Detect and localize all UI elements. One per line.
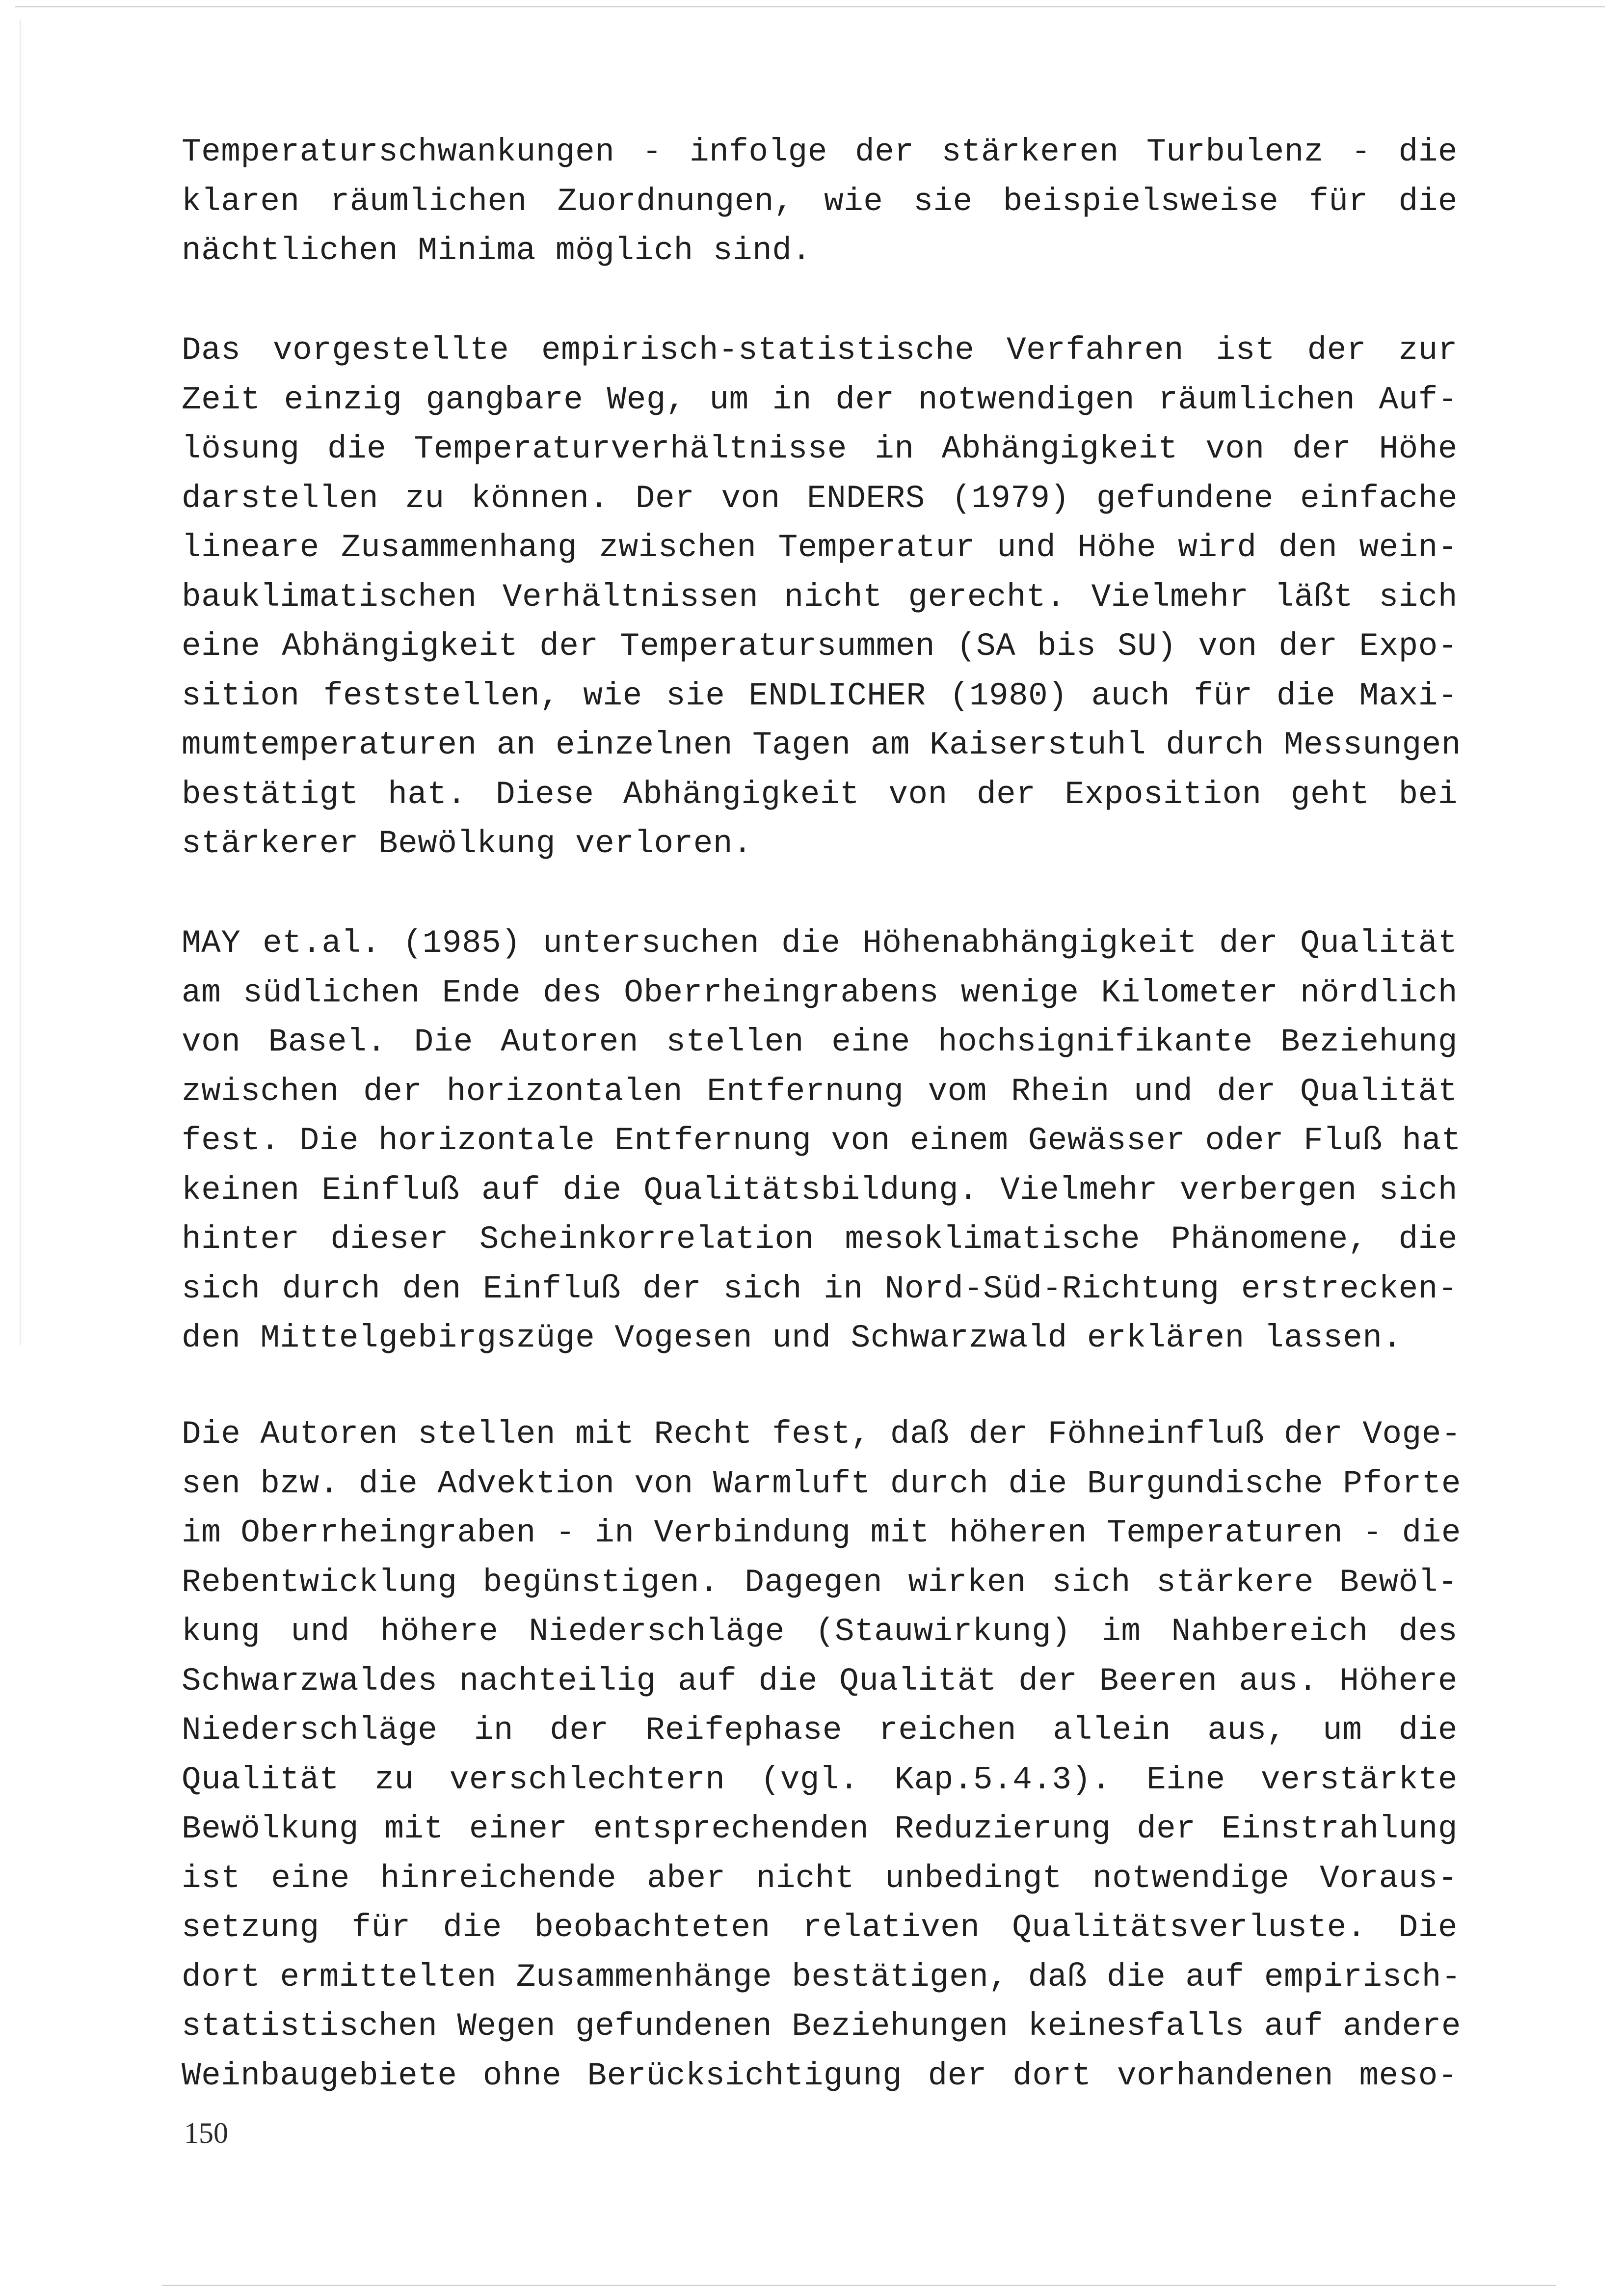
text-line: hinter dieser Scheinkorrelation mesoklimatische Phänomene, die <box>182 1221 1458 1258</box>
text-line: klaren räumlichen Zuordnungen, wie sie beispielsweise für die <box>182 183 1458 220</box>
text-line: bestätigt hat. Diese Abhängigkeit von der Exposition geht bei <box>182 776 1458 813</box>
text-line: Temperaturschwankungen - infolge der stärkeren Turbulenz - die <box>182 134 1458 170</box>
paragraph-4 <box>182 1410 1461 2101</box>
paragraph-1 <box>182 128 1458 276</box>
text-line: Bewölkung mit einer entsprechenden Reduzierung der Einstrahlung <box>182 1810 1458 1847</box>
text-line: sition feststellen, wie sie ENDLICHER (1980) auch für die Maxi- <box>182 677 1458 714</box>
text-line: am südlichen Ende des Oberrheingrabens wenige Kilometer nördlich <box>182 974 1458 1011</box>
text-line: MAY et.al. (1985) untersuchen die Höhenabhängigkeit der Qualität <box>182 925 1458 962</box>
text-line: von Basel. Die Autoren stellen eine hochsignifikante Beziehung <box>182 1024 1458 1060</box>
text-line: den Mittelgebirgszüge Vogesen und Schwarzwald erklären lassen. <box>182 1320 1402 1356</box>
text-line: sich durch den Einfluß der sich in Nord-Süd-Richtung erstrecken- <box>182 1270 1458 1307</box>
text-line: Das vorgestellte empirisch-statistische Verfahren ist der zur <box>182 332 1458 369</box>
text-line: lösung die Temperaturverhältnisse in Abhängigkeit von der Höhe <box>182 431 1458 467</box>
text-line: kung und höhere Niederschläge (Stauwirkung) im Nahbereich des <box>182 1613 1458 1650</box>
text-line: Die Autoren stellen mit Recht fest, daß der Föhneinfluß der Voge- <box>182 1416 1461 1453</box>
text-line: mumtemperaturen an einzelnen Tagen am Kaiserstuhl durch Messungen <box>182 727 1461 763</box>
text-line: keinen Einfluß auf die Qualitätsbildung. Vielmehr verbergen sich <box>182 1171 1458 1209</box>
paragraph-2 <box>182 326 1461 869</box>
text-line: Qualität zu verschlechtern (vgl. Kap.5.4.3). Eine verstärkte <box>182 1761 1458 1798</box>
text-line: ist eine hinreichende aber nicht unbedingt notwendige Voraus- <box>182 1860 1458 1897</box>
text-line: eine Abhängigkeit der Temperatursummen (SA bis SU) von der Expo- <box>182 628 1458 665</box>
scan-bottom-edge <box>162 2285 1556 2286</box>
text-line: Rebentwicklung begünstigen. Dagegen wirken sich stärkere Bewöl- <box>182 1564 1458 1601</box>
scan-left-edge <box>20 20 21 1345</box>
text-line: Niederschläge in der Reifephase reichen allein aus, um die <box>182 1712 1458 1749</box>
text-line: setzung für die beobachteten relativen Qualitätsverluste. Die <box>182 1909 1458 1946</box>
text-line: statistischen Wegen gefundenen Beziehungen keinesfalls auf andere <box>182 2008 1461 2045</box>
text-line: bauklimatischen Verhältnissen nicht gerecht. Vielmehr läßt sich <box>182 578 1458 616</box>
text-line: fest. Die horizontale Entfernung von einem Gewässer oder Fluß hat <box>182 1122 1461 1159</box>
text-line: lineare Zusammenhang zwischen Temperatur und Höhe wird den wein- <box>182 529 1458 566</box>
text-line: nächtlichen Minima möglich sind. <box>182 232 812 269</box>
text-line: Zeit einzig gangbare Weg, um in der notwendigen räumlichen Auf- <box>182 381 1458 418</box>
text-line: darstellen zu können. Der von ENDERS (1979) gefundene einfache <box>182 480 1458 517</box>
text-line: stärkerer Bewölkung verloren. <box>182 825 753 862</box>
text-line: Weinbaugebiete ohne Berücksichtigung der dort vorhandenen meso- <box>182 2057 1458 2094</box>
paragraph-3 <box>182 919 1461 1363</box>
scan-top-edge <box>15 6 1605 7</box>
text-line: zwischen der horizontalen Entfernung vom Rhein und der Qualität <box>182 1073 1458 1110</box>
text-line: sen bzw. die Advektion von Warmluft durch die Burgundische Pforte <box>182 1465 1461 1502</box>
text-line: im Oberrheingraben - in Verbindung mit höheren Temperaturen - die <box>182 1514 1461 1551</box>
text-line: dort ermittelten Zusammenhänge bestätigen, daß die auf empirisch- <box>182 1958 1461 1996</box>
text-line: Schwarzwaldes nachteilig auf die Qualität der Beeren aus. Höhere <box>182 1662 1458 1700</box>
page-number: 150 <box>184 2117 228 2149</box>
